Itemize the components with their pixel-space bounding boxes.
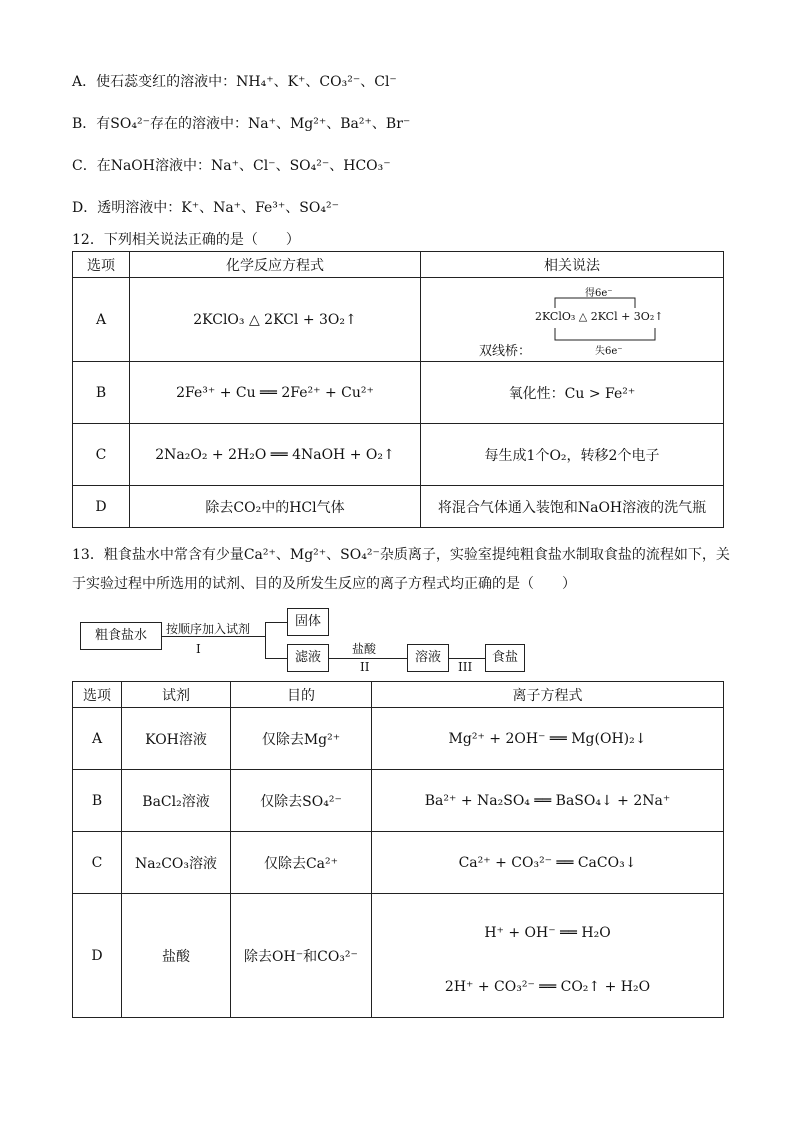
q13-row-b-reagent: BaCl₂溶液 — [122, 770, 231, 832]
flow-label-step1-num: I — [196, 642, 201, 656]
q12-table — [72, 251, 724, 528]
double-line-bridge-label: 双线桥： — [479, 344, 532, 359]
q13-row-c-option: C — [73, 832, 122, 894]
flow-label-step1: 按顺序加入试剂 — [166, 622, 251, 636]
q13-header-purpose: 目的 — [231, 682, 372, 708]
q12-row-a-equation: 2KClO₃ △ 2KCl + 3O₂↑ — [130, 278, 421, 362]
flow-branch — [265, 622, 266, 658]
q13-header-equation: 离子方程式 — [372, 682, 724, 708]
flow-label-step2: 盐酸 — [352, 642, 377, 656]
q12-stem: 12．下列相关说法正确的是（ ） — [72, 232, 300, 248]
q13-row-d-reagent: 盐酸 — [122, 894, 231, 1018]
q13-row-a-option: A — [73, 708, 122, 770]
q13-row-d-equation-2: 2H⁺ + CO₃²⁻ ══ CO₂↑ + H₂O — [444, 978, 651, 995]
q12-row-b-equation: 2Fe³⁺ + Cu ══ 2Fe²⁺ + Cu²⁺ — [130, 362, 421, 424]
flow-box-solution: 溶液 — [407, 644, 449, 672]
q12-row-d-equation: 除去CO₂中的HCl气体 — [130, 486, 421, 528]
q13-row-d-equation-1: H⁺ + OH⁻ ══ H₂O — [484, 924, 611, 941]
q13-header-option: 选项 — [73, 682, 122, 708]
flow-box-salt: 食盐 — [485, 644, 525, 672]
q12-row-a-note — [421, 278, 724, 362]
flow-label-step3-num: III — [458, 660, 473, 674]
q11-option-b: B．有SO₄²⁻存在的溶液中：Na⁺、Mg²⁺、Ba²⁺、Br⁻ — [72, 116, 411, 132]
q12-row-c-equation: 2Na₂O₂ + 2H₂O ══ 4NaOH + O₂↑ — [130, 424, 421, 486]
double-line-bridge-equation: 2KClO₃ △ 2KCl + 3O₂↑ — [535, 310, 664, 323]
q13-row-a-equation: Mg²⁺ + 2OH⁻ ══ Mg(OH)₂↓ — [372, 708, 724, 770]
flow-arrow-filtrate — [265, 658, 287, 659]
table-row — [73, 894, 724, 1018]
q13-row-d-equation-cell — [372, 894, 724, 1018]
table-row — [73, 362, 724, 424]
q11-option-c: C．在NaOH溶液中：Na⁺、Cl⁻、SO₄²⁻、HCO₃⁻ — [72, 158, 391, 174]
table-row — [73, 708, 724, 770]
q13-row-c-purpose: 仅除去Ca²⁺ — [231, 832, 372, 894]
q13-row-d-purpose: 除去OH⁻和CO₃²⁻ — [231, 894, 372, 1018]
table-row — [73, 486, 724, 528]
q12-row-c-option: C — [73, 424, 130, 486]
q13-header-reagent: 试剂 — [122, 682, 231, 708]
flow-arrow-solid — [265, 622, 287, 623]
bridge-gain-label: 得6e⁻ — [585, 288, 613, 299]
table-row — [73, 278, 724, 362]
q12-row-b-note: 氧化性：Cu > Fe²⁺ — [421, 362, 724, 424]
flow-box-crude-brine: 粗食盐水 — [80, 622, 162, 650]
q13-row-c-reagent: Na₂CO₃溶液 — [122, 832, 231, 894]
q13-header-row — [73, 682, 724, 708]
q13-table — [72, 681, 724, 1018]
q13-row-b-purpose: 仅除去SO₄²⁻ — [231, 770, 372, 832]
flow-label-step2-num: II — [360, 660, 370, 674]
q12-row-c-note: 每生成1个O₂，转移2个电子 — [421, 424, 724, 486]
q12-row-b-option: B — [73, 362, 130, 424]
q11-option-d: D．透明溶液中：K⁺、Na⁺、Fe³⁺、SO₄²⁻ — [72, 200, 339, 216]
q13-row-b-option: B — [73, 770, 122, 832]
flow-box-solid: 固体 — [287, 608, 329, 636]
q13-stem-line1: 13．粗食盐水中常含有少量Ca²⁺、Mg²⁺、SO₄²⁻杂质离子，实验室提纯粗食盐水制取食盐的流程如下，关 — [72, 547, 730, 563]
bridge-lose-label: 失6e⁻ — [595, 346, 623, 357]
table-row — [73, 770, 724, 832]
q13-row-c-equation: Ca²⁺ + CO₃²⁻ ══ CaCO₃↓ — [372, 832, 724, 894]
q12-row-a-option: A — [73, 278, 130, 362]
q12-row-d-note: 将混合气体通入装饱和NaOH溶液的洗气瓶 — [421, 486, 724, 528]
table-row — [73, 832, 724, 894]
q12-header-row — [73, 252, 724, 278]
q13-row-b-equation: Ba²⁺ + Na₂SO₄ ══ BaSO₄↓ + 2Na⁺ — [372, 770, 724, 832]
q13-row-a-purpose: 仅除去Mg²⁺ — [231, 708, 372, 770]
q13-row-a-reagent: KOH溶液 — [122, 708, 231, 770]
q12-header-note: 相关说法 — [421, 252, 724, 278]
flow-arrow-2 — [329, 658, 407, 659]
q13-stem-line2: 于实验过程中所选用的试剂、目的及所发生反应的离子方程式均正确的是（ ） — [72, 576, 576, 592]
flow-arrow-3 — [449, 658, 485, 659]
table-row — [73, 424, 724, 486]
q12-header-option: 选项 — [73, 252, 130, 278]
q13-row-d-option: D — [73, 894, 122, 1018]
flow-box-filtrate: 滤液 — [287, 644, 329, 672]
q12-row-d-option: D — [73, 486, 130, 528]
q11-option-a: A．使石蕊变红的溶液中：NH₄⁺、K⁺、CO₃²⁻、Cl⁻ — [72, 74, 397, 90]
q12-header-equation: 化学反应方程式 — [130, 252, 421, 278]
